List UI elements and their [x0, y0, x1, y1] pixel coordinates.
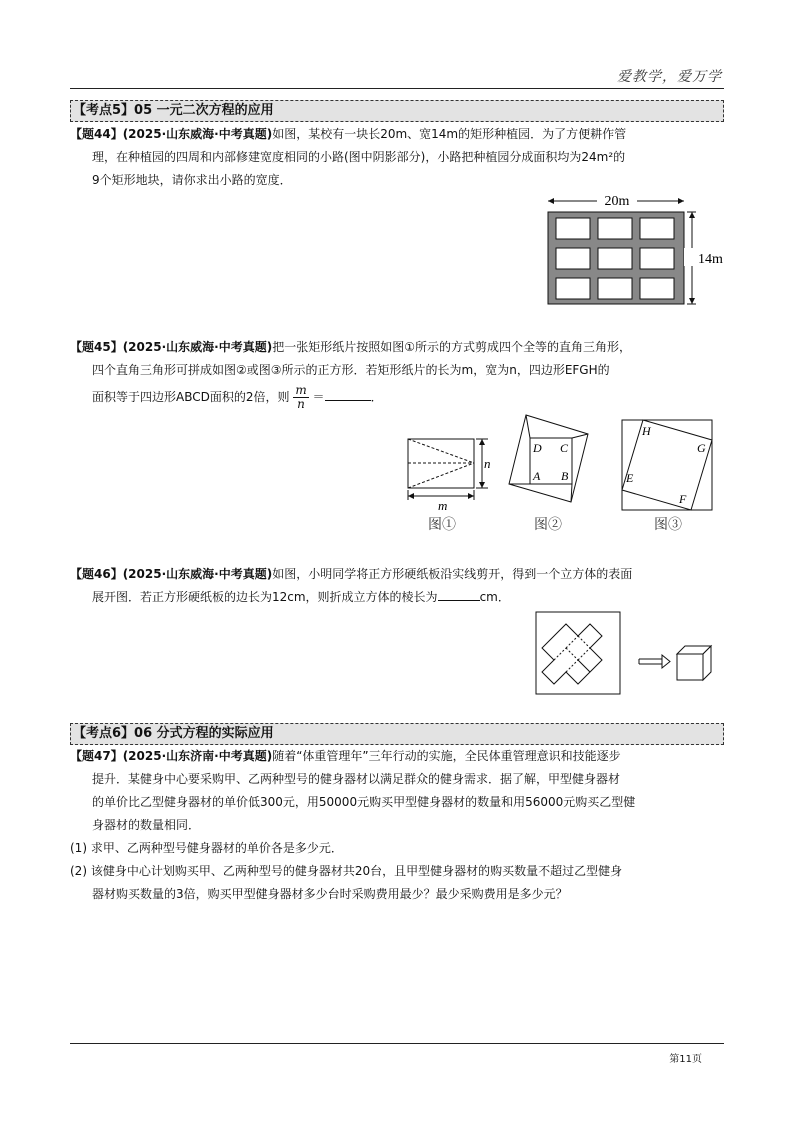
- problem-45-line1: 把一张矩形纸片按照如图①所示的方式剪成四个全等的直角三角形，: [272, 340, 631, 354]
- problem-44-line2: 理，在种植园的四周和内部修建宽度相同的小路(图中阴影部分)，小路把种植园分成面积均为24m²的: [92, 150, 626, 164]
- fraction-m-over-n: $\frac{m}{n}$: [295, 383, 307, 411]
- problem-44: [70, 123, 724, 192]
- problem-47-line1: 随着“体重管理年”三年行动的实施，全民体重管理意识和技能逐步: [272, 749, 621, 763]
- section-title-5: 【考点5】05 一元二次方程的应用: [70, 100, 724, 122]
- figure-2-label-D: D: [533, 441, 542, 455]
- problem-47-line2: 提升．某健身中心要采购甲、乙两种型号的健身器材以满足群众的健身需求．据了解，甲型健身器材: [92, 772, 621, 786]
- figure-2-label-B: B: [561, 469, 569, 483]
- answer-blank-45[interactable]: [325, 400, 371, 401]
- problem-47-question-2a: (2) 该健身中心计划购买甲、乙两种型号的健身器材共20台，且甲型健身器材的购买数量不超过乙型健身: [70, 864, 623, 878]
- figure-1-caption: 图①: [428, 518, 456, 533]
- header-rule: [70, 88, 724, 89]
- problem-45-line3-text: 面积等于四边形ABCD面积的2倍，则: [92, 390, 290, 404]
- figure-1-rectangle: [408, 439, 491, 533]
- figure-1-m-label: m: [438, 498, 448, 513]
- answer-blank-46[interactable]: [438, 600, 480, 601]
- figure-1-n-label: n: [484, 456, 491, 471]
- problem-47-question-2b: 器材购买数量的3倍，购买甲型健身器材多少台时采购费用最少？最少采购费用是多少元？: [92, 887, 568, 901]
- problem-46-line1: 如图，小明同学将正方形硬纸板沿实线剪开，得到一个立方体的表面: [272, 567, 633, 581]
- section-title-6: 【考点6】06 分式方程的实际应用: [70, 723, 724, 745]
- figure-3-caption: 图③: [654, 518, 682, 533]
- equals-sign: ＝: [312, 390, 325, 404]
- figure-3-label-G: G: [697, 441, 706, 455]
- page-number: 第11页: [669, 1054, 702, 1065]
- figure-3-square: [622, 420, 712, 533]
- garden-figure: [540, 190, 723, 310]
- footer-rule: [70, 1043, 724, 1044]
- problem-46-line2: [70, 586, 724, 609]
- figure-3-label-F: F: [679, 492, 687, 506]
- problem-45-line2: 四个直角三角形可拼成如图②或图③所示的正方形．若矩形纸片的长为m，宽为n，四边形EFGH的: [92, 363, 610, 377]
- problem-44-line3: 9个矩形地块，请你求出小路的宽度．: [92, 173, 292, 187]
- folding-figures: [400, 412, 730, 537]
- problem-47: [70, 745, 724, 906]
- figure-3-label-H: H: [642, 424, 651, 438]
- problem-47-tag: 【题47】(2025·山东济南·中考真题): [70, 749, 273, 763]
- problem-45-tag: 【题45】(2025·山东威海·中考真题): [70, 340, 273, 354]
- figure-2-caption: 图②: [534, 518, 562, 533]
- problem-44-tag: 【题44】(2025·山东威海·中考真题): [70, 127, 273, 141]
- problem-47-question-1: (1) 求甲、乙两种型号健身器材的单价各是多少元．: [70, 841, 343, 855]
- problem-46-line2-text: 展开图．若正方形硬纸板的边长为12cm，则折成立方体的棱长为: [92, 590, 438, 604]
- garden-height-label: 14m: [698, 252, 723, 267]
- problem-47-line4: 身器材的数量相同．: [92, 818, 201, 832]
- garden-width-label: 20m: [604, 194, 630, 209]
- problem-45-line3: [70, 382, 724, 412]
- period: ．: [370, 390, 383, 404]
- problem-46-tag: 【题46】(2025·山东威海·中考真题): [70, 567, 273, 581]
- figure-2-label-C: C: [560, 441, 569, 455]
- problem-44-line1: 如图，某校有一块长20m、宽14m的矩形种植园．为了方便耕作管: [272, 127, 627, 141]
- cube-icon: [677, 646, 711, 680]
- header-motto: 爱教学，爱万学: [617, 69, 722, 85]
- cube-net-figure: [530, 608, 720, 698]
- arrow-icon: [639, 655, 670, 668]
- garden-plots: [556, 218, 674, 299]
- problem-47-line3: 的单价比乙型健身器材的单价低300元，用50000元购买甲型健身器材的数量和用56000元购买乙型健: [92, 795, 636, 809]
- figure-3-label-E: E: [626, 471, 634, 485]
- figure-2-label-A: A: [533, 469, 541, 483]
- problem-46-unit: cm．: [479, 590, 510, 604]
- figure-2-square: [509, 415, 588, 533]
- problem-46: [70, 563, 724, 609]
- problem-45: [70, 336, 724, 412]
